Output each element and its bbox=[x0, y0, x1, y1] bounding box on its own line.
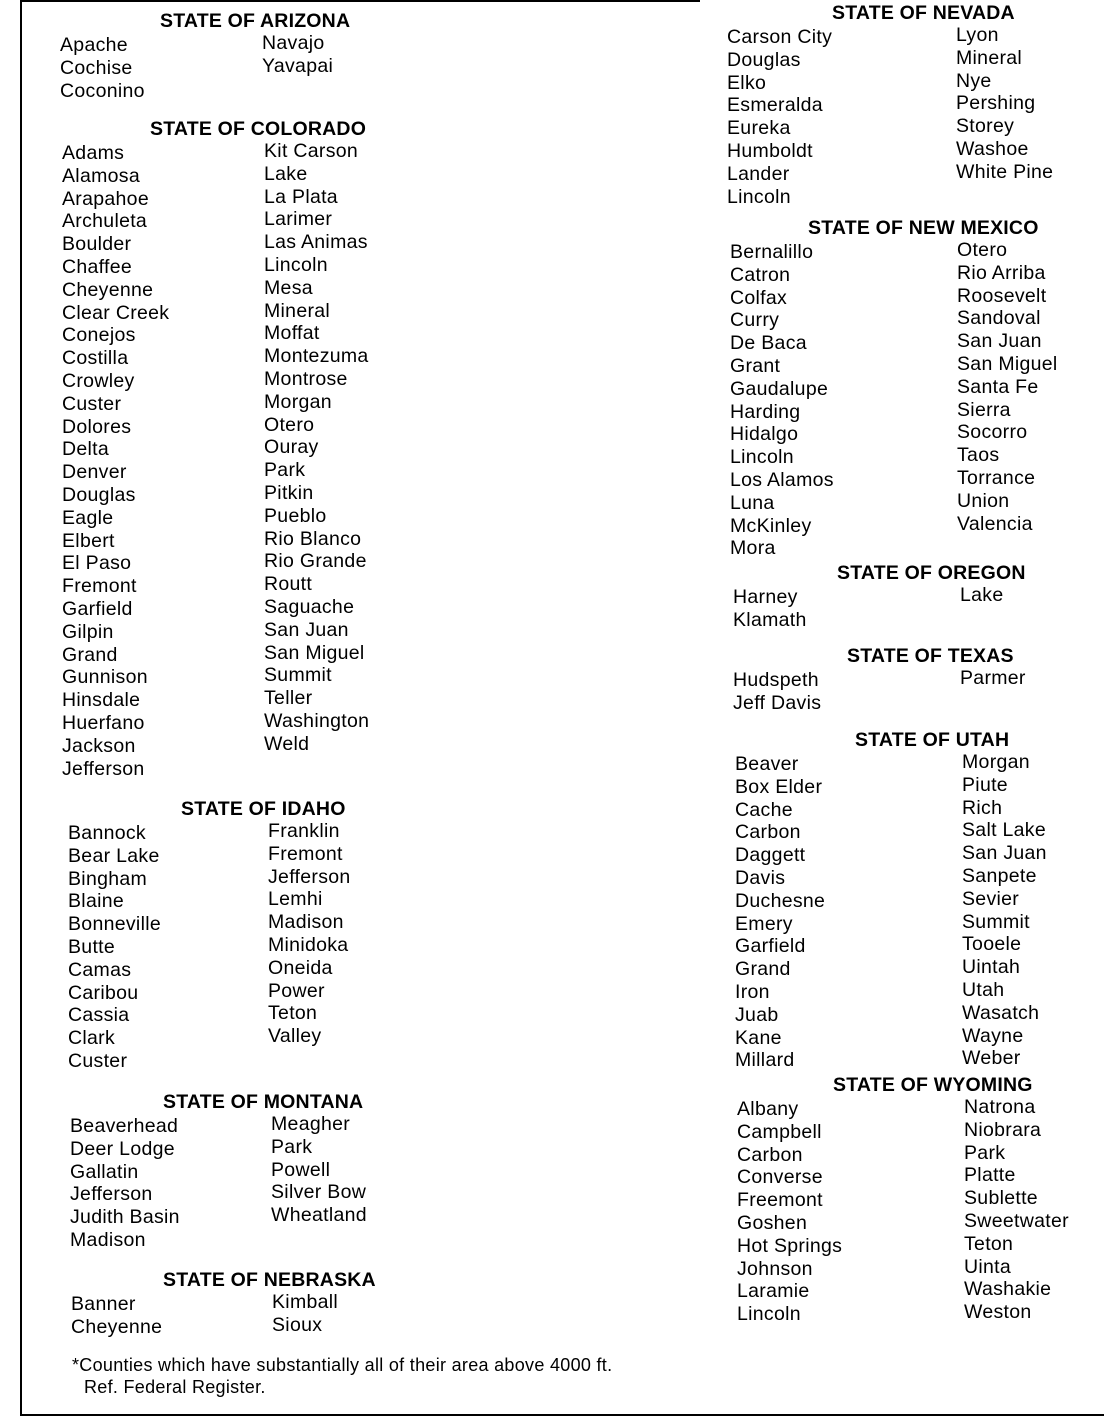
section-state-of-nebraska bbox=[71, 1267, 471, 1339]
county-item: Platte bbox=[964, 1164, 1016, 1187]
county-item: Blaine bbox=[68, 890, 125, 913]
county-lists bbox=[62, 142, 462, 780]
county-item: Box Elder bbox=[735, 775, 823, 798]
county-item: Beaver bbox=[735, 753, 799, 775]
county-item: Park bbox=[264, 459, 306, 482]
county-item: Custer bbox=[62, 392, 122, 415]
county-item: Butte bbox=[68, 935, 116, 958]
county-item: Jefferson bbox=[70, 1183, 153, 1206]
county-item: Daggett bbox=[735, 844, 806, 867]
county-item: Bernalillo bbox=[730, 241, 814, 263]
county-item: Custer bbox=[68, 1049, 128, 1072]
county-item: Eureka bbox=[727, 117, 791, 140]
county-item: Camas bbox=[68, 958, 132, 981]
county-list-right bbox=[271, 1113, 367, 1227]
county-item: Lincoln bbox=[737, 1303, 801, 1326]
county-list-right bbox=[964, 1096, 1069, 1324]
county-item: Yavapai bbox=[262, 54, 334, 77]
county-item: Crowley bbox=[62, 369, 135, 392]
county-item: Oneida bbox=[268, 956, 333, 979]
county-item: Silver Bow bbox=[271, 1181, 367, 1204]
county-item: Clear Creek bbox=[62, 301, 170, 324]
county-item: Catron bbox=[730, 263, 791, 286]
county-item: Grand bbox=[62, 643, 118, 666]
county-item: Wasatch bbox=[962, 1001, 1040, 1024]
county-item: Las Animas bbox=[264, 231, 368, 254]
county-item: Klamath bbox=[733, 608, 807, 631]
county-item: Converse bbox=[737, 1166, 823, 1189]
county-item: Lincoln bbox=[264, 253, 328, 276]
footnote-line-2: Ref. Federal Register. bbox=[84, 1377, 266, 1397]
county-item: Juab bbox=[735, 1003, 779, 1026]
county-item: Gaudalupe bbox=[730, 377, 829, 400]
county-lists bbox=[730, 241, 1104, 560]
county-item: Summit bbox=[264, 664, 332, 687]
county-item: White Pine bbox=[956, 160, 1054, 183]
county-item: Humboldt bbox=[727, 139, 813, 162]
county-item: Sanpete bbox=[962, 864, 1037, 887]
county-item: Summit bbox=[962, 910, 1030, 933]
county-item: Grand bbox=[735, 958, 791, 981]
county-item: Otero bbox=[957, 239, 1008, 261]
state-title: STATE OF UTAH bbox=[855, 729, 1010, 751]
county-item: Park bbox=[964, 1141, 1006, 1164]
county-item: Gilpin bbox=[62, 620, 114, 643]
section-state-of-new-mexico bbox=[730, 215, 1104, 560]
county-item: Curry bbox=[730, 309, 780, 332]
county-item: Chaffee bbox=[62, 255, 133, 278]
county-item: Weston bbox=[964, 1301, 1032, 1324]
county-item: Rio Blanco bbox=[264, 527, 362, 550]
county-item: Pueblo bbox=[264, 504, 327, 527]
state-title: STATE OF ARIZONA bbox=[160, 10, 351, 32]
county-item: Denver bbox=[62, 461, 127, 484]
county-item: Mora bbox=[730, 537, 776, 560]
county-list-left bbox=[70, 1115, 180, 1252]
county-item: Uintah bbox=[962, 956, 1021, 979]
county-item: Hinsdale bbox=[62, 689, 141, 712]
section-state-of-montana bbox=[70, 1089, 470, 1252]
county-item: Apache bbox=[60, 34, 128, 56]
state-title: STATE OF NEW MEXICO bbox=[808, 217, 1039, 239]
county-list-left bbox=[60, 34, 145, 102]
county-item: Tooele bbox=[962, 933, 1022, 956]
county-item: Millard bbox=[735, 1049, 795, 1072]
county-lists bbox=[71, 1293, 471, 1339]
county-item: Boulder bbox=[62, 233, 132, 256]
county-item: San Juan bbox=[264, 618, 349, 641]
county-item: Cassia bbox=[68, 1004, 130, 1027]
county-item: Grant bbox=[730, 354, 781, 377]
county-item: Meagher bbox=[271, 1113, 351, 1135]
county-item: Socorro bbox=[957, 421, 1028, 444]
county-item: Navajo bbox=[262, 32, 325, 54]
county-lists bbox=[733, 586, 1104, 632]
county-item: Bonneville bbox=[68, 913, 161, 936]
section-state-of-arizona bbox=[60, 8, 460, 102]
county-item: Madison bbox=[268, 911, 344, 934]
county-list-left bbox=[737, 1098, 842, 1326]
state-title: STATE OF WYOMING bbox=[833, 1074, 1033, 1096]
county-item: Minidoka bbox=[268, 933, 349, 956]
county-item: Goshen bbox=[737, 1211, 808, 1234]
county-item: Montezuma bbox=[264, 345, 369, 368]
county-item: Teller bbox=[264, 687, 313, 710]
county-list-right bbox=[960, 667, 1026, 690]
county-item: Kane bbox=[735, 1026, 782, 1049]
county-item: Kimball bbox=[272, 1291, 339, 1313]
county-item: Sandoval bbox=[957, 307, 1041, 330]
county-item: Garfield bbox=[62, 597, 133, 620]
county-item: Power bbox=[268, 979, 325, 1002]
county-item: Morgan bbox=[264, 390, 332, 413]
section-state-of-wyoming bbox=[737, 1072, 1104, 1326]
county-list-right bbox=[960, 584, 1004, 607]
county-list-right bbox=[956, 24, 1053, 184]
county-item: Morgan bbox=[962, 751, 1030, 773]
county-item: Franklin bbox=[268, 820, 340, 842]
county-list-left bbox=[733, 669, 821, 715]
county-item: Albany bbox=[737, 1098, 799, 1120]
county-item: Gunnison bbox=[62, 666, 148, 689]
county-list-left bbox=[62, 142, 169, 780]
county-item: Weld bbox=[264, 732, 310, 755]
section-state-of-texas bbox=[733, 643, 1104, 715]
county-item: Sweetwater bbox=[964, 1209, 1069, 1232]
county-item: Deer Lodge bbox=[70, 1137, 175, 1160]
county-item: Cochise bbox=[60, 56, 133, 79]
county-list-right bbox=[264, 140, 369, 756]
county-list-right bbox=[957, 239, 1058, 535]
county-item: Cache bbox=[735, 798, 793, 821]
county-item: Routt bbox=[264, 573, 313, 596]
county-item: Hot Springs bbox=[737, 1234, 843, 1257]
footnote-line-1: *Counties which have substantially all of their area above 4000 ft. bbox=[72, 1355, 613, 1375]
county-lists bbox=[60, 34, 460, 102]
county-item: Caribou bbox=[68, 981, 139, 1004]
county-item: Fremont bbox=[268, 842, 343, 865]
county-list-left bbox=[71, 1293, 162, 1339]
county-item: Storey bbox=[956, 115, 1015, 138]
county-item: Los Alamos bbox=[730, 468, 834, 491]
county-lists bbox=[737, 1098, 1104, 1326]
county-item: Lincoln bbox=[727, 185, 791, 208]
county-item: Carbon bbox=[735, 821, 801, 844]
county-lists bbox=[70, 1115, 470, 1252]
county-item: Judith Basin bbox=[70, 1206, 180, 1229]
county-item: Harney bbox=[733, 586, 798, 608]
county-item: Salt Lake bbox=[962, 819, 1047, 842]
section-state-of-utah bbox=[735, 727, 1104, 1072]
county-item: Cheyenne bbox=[62, 278, 154, 301]
county-item: Santa Fe bbox=[957, 375, 1039, 398]
county-item: Carbon bbox=[737, 1143, 803, 1166]
county-item: Iron bbox=[735, 980, 770, 1003]
county-item: Uinta bbox=[964, 1255, 1012, 1278]
county-item: Costilla bbox=[62, 347, 129, 370]
state-title: STATE OF COLORADO bbox=[150, 118, 367, 140]
county-item: San Juan bbox=[957, 330, 1042, 353]
county-item: Rio Grande bbox=[264, 550, 367, 573]
county-item: Larimer bbox=[264, 208, 333, 231]
county-item: Pitkin bbox=[264, 481, 314, 504]
county-item: Teton bbox=[268, 1002, 318, 1025]
county-item: Rich bbox=[962, 796, 1003, 819]
county-item: Eagle bbox=[62, 506, 114, 529]
county-item: Emery bbox=[735, 912, 793, 935]
county-item: Gallatin bbox=[70, 1160, 139, 1183]
county-item: Elbert bbox=[62, 529, 115, 552]
county-item: Esmeralda bbox=[727, 94, 823, 117]
county-item: Kit Carson bbox=[264, 140, 359, 162]
county-item: Valencia bbox=[957, 512, 1033, 535]
state-title: STATE OF OREGON bbox=[837, 562, 1026, 584]
county-item: Luna bbox=[730, 491, 775, 514]
county-item: Union bbox=[957, 489, 1010, 512]
county-list-right bbox=[268, 820, 351, 1048]
county-item: Powell bbox=[271, 1158, 331, 1181]
state-title: STATE OF IDAHO bbox=[181, 798, 346, 820]
county-item: Madison bbox=[70, 1228, 146, 1251]
county-item: Jefferson bbox=[62, 757, 145, 780]
county-item: Carson City bbox=[727, 26, 833, 48]
county-item: Sierra bbox=[957, 398, 1011, 421]
county-item: Fremont bbox=[62, 575, 137, 598]
county-item: Clark bbox=[68, 1027, 116, 1050]
county-item: Nye bbox=[956, 69, 992, 92]
county-item: Hidalgo bbox=[730, 423, 799, 446]
county-item: Colfax bbox=[730, 286, 788, 309]
county-item: Washoe bbox=[956, 137, 1029, 160]
county-list-right bbox=[272, 1291, 338, 1337]
county-item: Campbell bbox=[737, 1120, 822, 1143]
section-state-of-nevada bbox=[727, 0, 1104, 208]
county-item: Bannock bbox=[68, 822, 146, 844]
county-item: Lemhi bbox=[268, 888, 323, 911]
county-item: Sioux bbox=[272, 1313, 323, 1336]
county-list-left bbox=[733, 586, 807, 632]
county-item: El Paso bbox=[62, 552, 132, 575]
county-item: Douglas bbox=[727, 48, 801, 71]
county-item: Roosevelt bbox=[957, 284, 1047, 307]
county-item: Pershing bbox=[956, 92, 1036, 115]
county-item: Delta bbox=[62, 438, 110, 461]
county-list-left bbox=[730, 241, 834, 560]
county-item: Alamosa bbox=[62, 164, 140, 187]
county-item: Parmer bbox=[960, 667, 1026, 689]
county-item: Archuleta bbox=[62, 210, 148, 233]
county-item: Harding bbox=[730, 400, 801, 423]
county-item: Mineral bbox=[264, 299, 331, 322]
county-item: Cheyenne bbox=[71, 1315, 163, 1338]
county-item: Utah bbox=[962, 978, 1005, 1001]
county-item: Niobrara bbox=[964, 1118, 1042, 1141]
county-item: Sevier bbox=[962, 887, 1020, 910]
county-item: Sublette bbox=[964, 1187, 1038, 1210]
county-item: Johnson bbox=[737, 1257, 813, 1280]
county-item: Torrance bbox=[957, 466, 1036, 489]
county-item: Garfield bbox=[735, 935, 806, 958]
county-list-left bbox=[735, 753, 825, 1072]
county-item: Arapahoe bbox=[62, 187, 149, 210]
section-state-of-idaho bbox=[68, 796, 468, 1073]
county-item: Lincoln bbox=[730, 446, 794, 469]
county-item: Montrose bbox=[264, 367, 348, 390]
county-lists bbox=[733, 669, 1104, 715]
county-item: Saguache bbox=[264, 595, 355, 618]
county-item: Weber bbox=[962, 1047, 1021, 1070]
county-list-left bbox=[68, 822, 161, 1073]
section-state-of-colorado bbox=[62, 116, 462, 780]
county-item: Freemont bbox=[737, 1189, 823, 1212]
county-item: Davis bbox=[735, 866, 786, 889]
county-item: Ouray bbox=[264, 436, 319, 459]
county-lists bbox=[727, 26, 1104, 208]
county-item: Natrona bbox=[964, 1096, 1036, 1118]
county-item: Wheatland bbox=[271, 1204, 367, 1227]
county-item: Douglas bbox=[62, 483, 136, 506]
county-item: Banner bbox=[71, 1293, 136, 1315]
county-item: Wayne bbox=[962, 1024, 1024, 1047]
county-item: Washington bbox=[264, 709, 370, 732]
county-item: Washakie bbox=[964, 1278, 1052, 1301]
county-item: Lake bbox=[960, 584, 1004, 606]
state-title: STATE OF NEVADA bbox=[832, 2, 1015, 24]
county-item: Beaverhead bbox=[70, 1115, 179, 1137]
state-title: STATE OF MONTANA bbox=[163, 1091, 364, 1113]
county-item: Laramie bbox=[737, 1280, 810, 1303]
county-item: Mineral bbox=[956, 46, 1023, 69]
county-list-right bbox=[262, 32, 333, 78]
county-item: Duchesne bbox=[735, 889, 826, 912]
county-item: Valley bbox=[268, 1025, 322, 1048]
county-item: De Baca bbox=[730, 332, 807, 355]
footnote bbox=[72, 1354, 612, 1398]
state-title: STATE OF NEBRASKA bbox=[163, 1269, 376, 1291]
county-item: San Juan bbox=[962, 842, 1047, 865]
county-item: Jefferson bbox=[268, 865, 351, 888]
county-item: Lake bbox=[264, 162, 308, 185]
county-item: Rio Arriba bbox=[957, 261, 1046, 284]
county-lists bbox=[735, 753, 1104, 1072]
section-state-of-oregon bbox=[733, 560, 1104, 632]
state-title: STATE OF TEXAS bbox=[847, 645, 1014, 667]
county-item: Piute bbox=[962, 773, 1008, 796]
county-item: Teton bbox=[964, 1232, 1014, 1255]
county-item: Lyon bbox=[956, 24, 999, 46]
county-lists bbox=[68, 822, 468, 1073]
county-list-right bbox=[962, 751, 1047, 1070]
county-item: Hudspeth bbox=[733, 669, 819, 691]
county-item: Jeff Davis bbox=[733, 691, 822, 714]
county-item: Bingham bbox=[68, 867, 148, 890]
county-item: Huerfano bbox=[62, 711, 145, 734]
county-item: Park bbox=[271, 1135, 313, 1158]
county-item: Jackson bbox=[62, 734, 136, 757]
county-item: Bear Lake bbox=[68, 844, 160, 867]
county-item: San Miguel bbox=[957, 352, 1058, 375]
county-item: San Miguel bbox=[264, 641, 365, 664]
county-item: Conejos bbox=[62, 324, 136, 347]
county-item: Adams bbox=[62, 142, 125, 164]
county-item: McKinley bbox=[730, 514, 812, 537]
county-item: Mesa bbox=[264, 276, 313, 299]
county-item: Elko bbox=[727, 71, 767, 94]
county-item: Moffat bbox=[264, 322, 320, 345]
county-item: Lander bbox=[727, 162, 790, 185]
county-item: La Plata bbox=[264, 185, 338, 208]
county-item: Otero bbox=[264, 413, 315, 436]
county-item: Coconino bbox=[60, 79, 145, 102]
county-item: Taos bbox=[957, 444, 1000, 467]
county-item: Dolores bbox=[62, 415, 132, 438]
county-list-left bbox=[727, 26, 832, 208]
